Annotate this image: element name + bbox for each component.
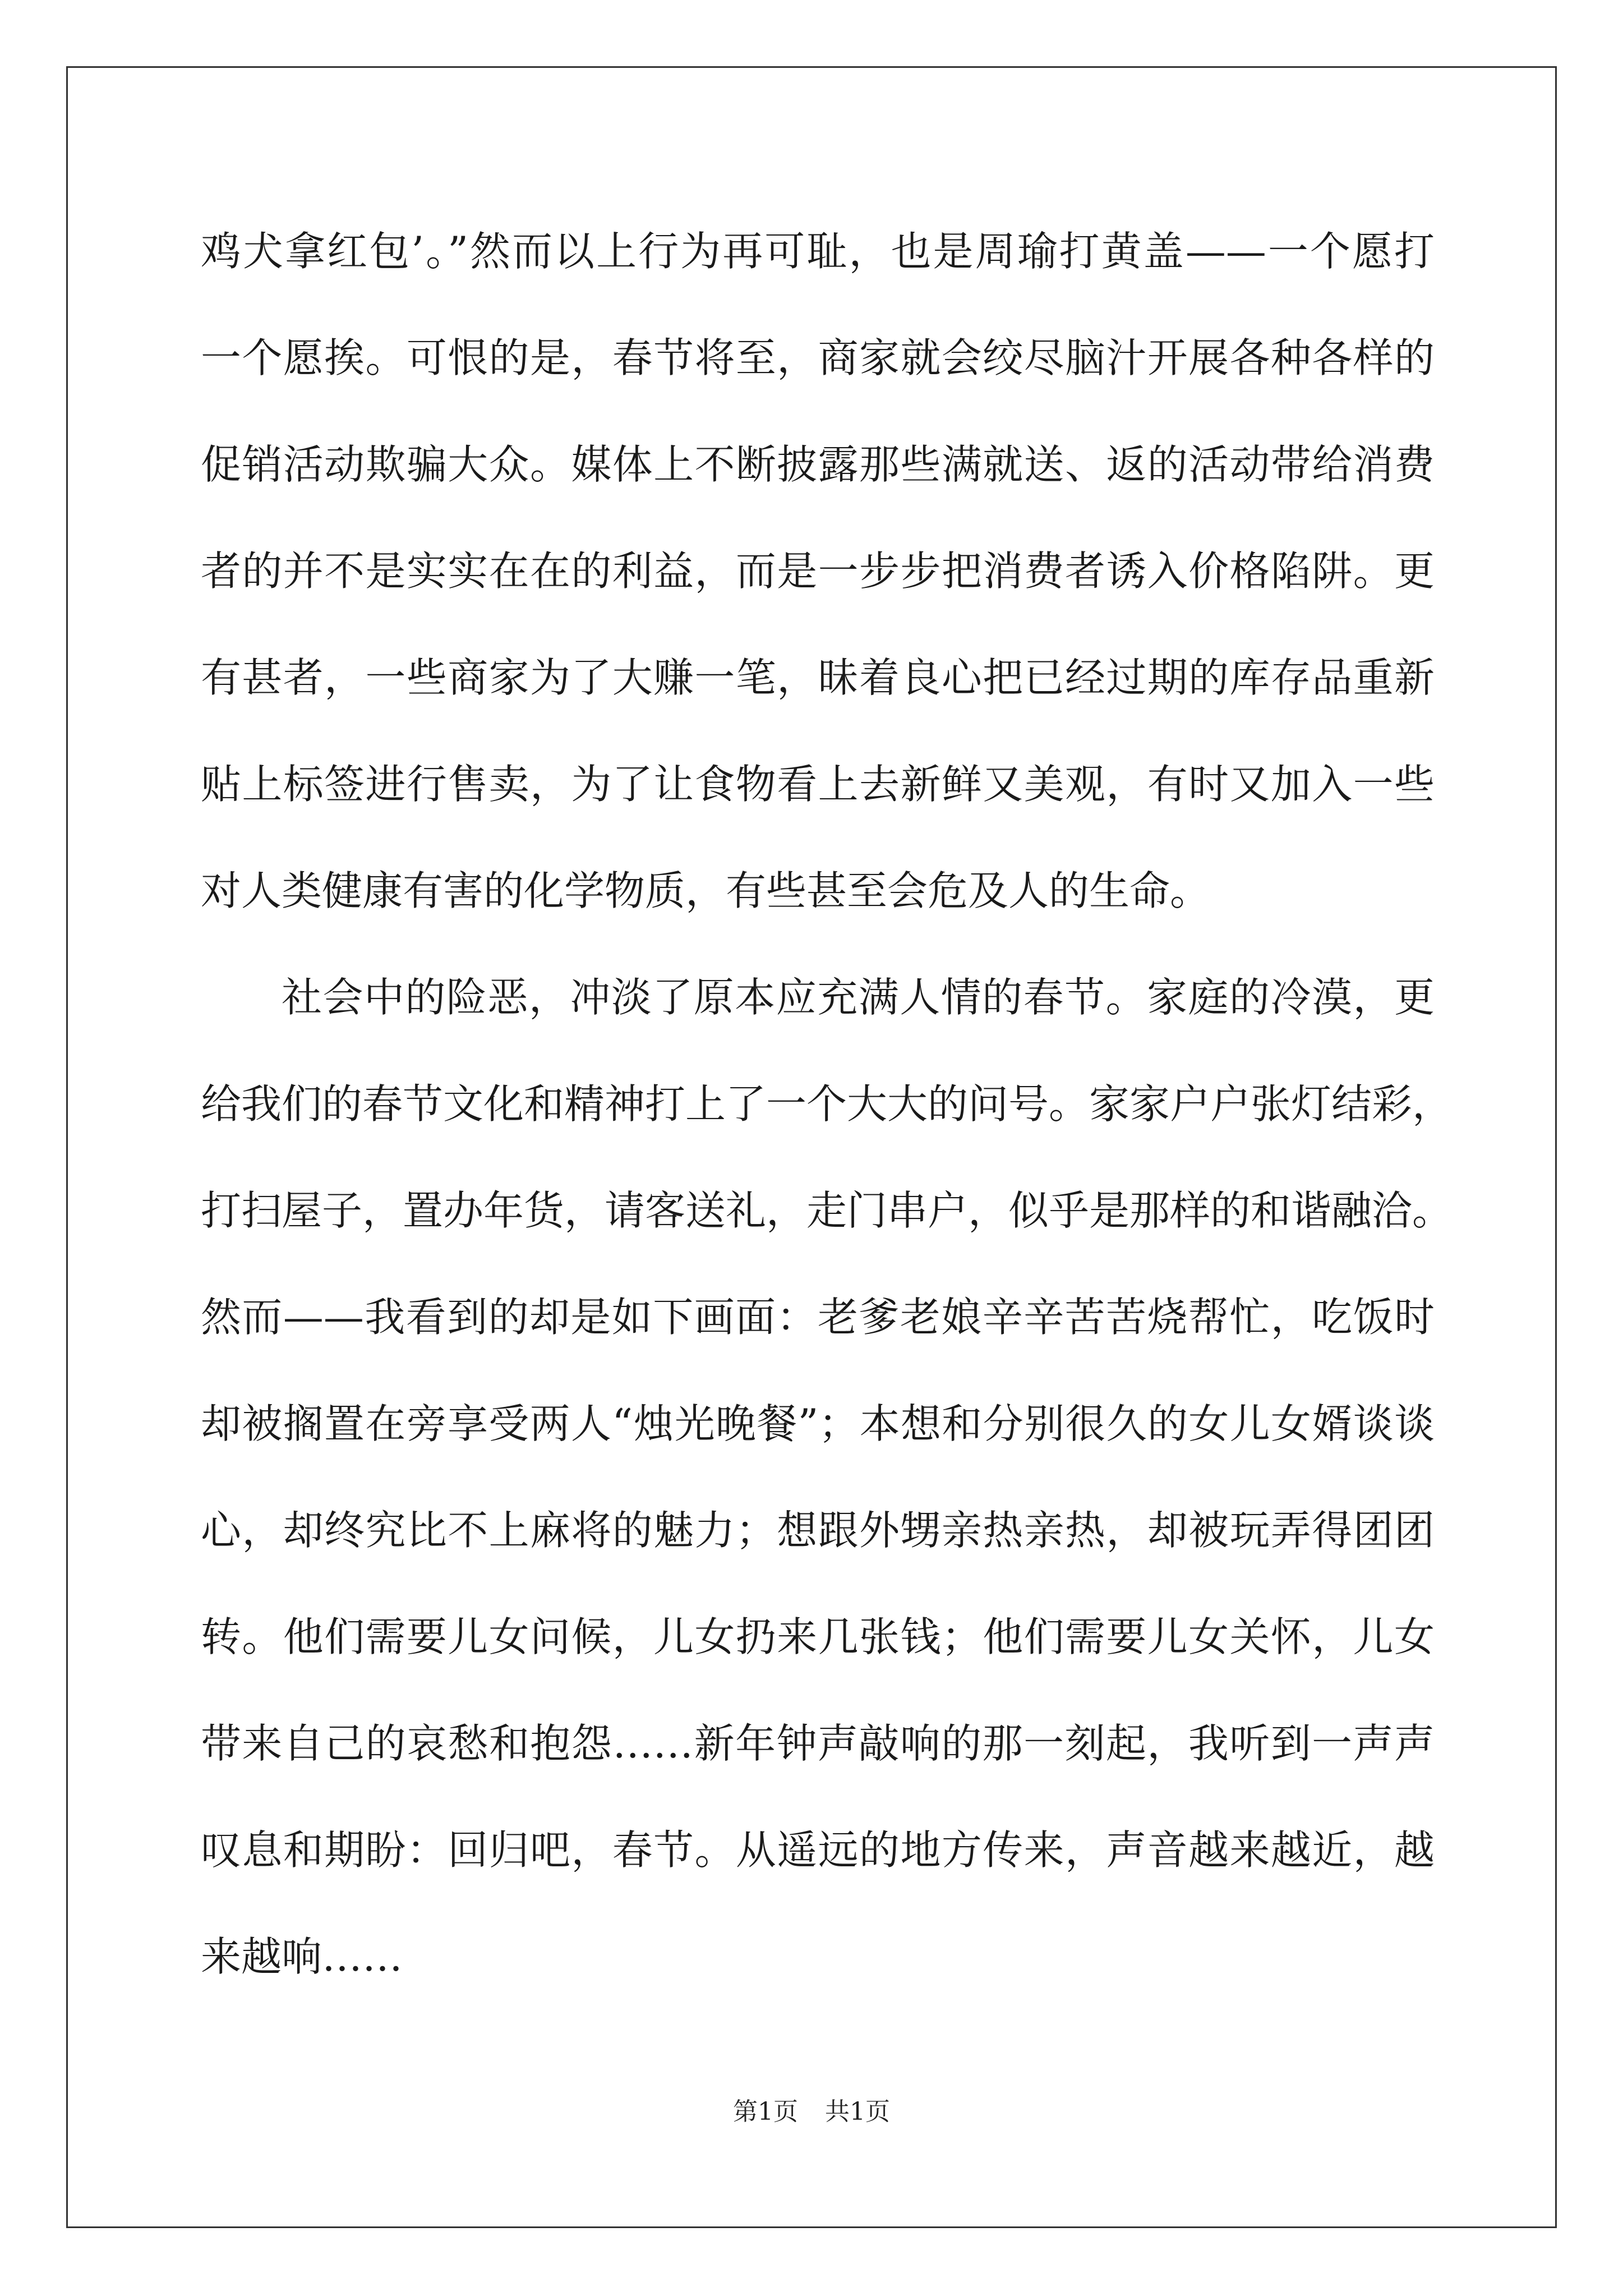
text-line: 打扫屋子，置办年货，请客送礼，走门串户，似乎是那样的和谐融洽。 (201, 1187, 1453, 1234)
text-line: 叹息和期盼：回归吧，春节。从遥远的地方传来，声音越来越近，越 (201, 1826, 1435, 1874)
text-line: 带来自己的哀愁和抱怨……新年钟声敲响的那一刻起，我听到一声声 (201, 1720, 1435, 1767)
page-footer (0, 2095, 1623, 2129)
body-text (201, 198, 1453, 2010)
text-line: 有甚者，一些商家为了大赚一笔，昧着良心把已经过期的库存品重新 (201, 654, 1435, 701)
text-line: 鸡犬拿红包’。”然而以上行为再可耻，也是周瑜打黄盖——一个愿打 (201, 228, 1435, 275)
text-line: 一个愿挨。可恨的是，春节将至，商家就会绞尽脑汁开展各种各样的 (201, 334, 1435, 381)
text-line: 促销活动欺骗大众。媒体上不断披露那些满就送、返的活动带给消费 (201, 441, 1435, 488)
text-line: 者的并不是实实在在的利益，而是一步步把消费者诱入价格陷阱。更 (201, 547, 1435, 595)
text-line: 贴上标签进行售卖，为了让食物看上去新鲜又美观，有时又加入一些 (201, 761, 1435, 808)
text-line: 转。他们需要儿女问候，儿女扔来几张钱；他们需要儿女关怀，儿女 (201, 1613, 1435, 1660)
text-line: 社会中的险恶，冲淡了原本应充满人情的春节。家庭的冷漠，更 (282, 974, 1435, 1021)
text-line: 然而——我看到的却是如下画面：老爹老娘辛辛苦苦烧帮忙，吃饭时 (201, 1294, 1435, 1341)
text-line: 来越响…… (201, 1933, 403, 1980)
page-number-current: 第1页 (733, 2097, 798, 2126)
text-line: 却被搁置在旁享受两人“烛光晚餐”；本想和分别很久的女儿女婿谈谈 (201, 1400, 1435, 1447)
text-line: 心，却终究比不上麻将的魅力；想跟外甥亲热亲热，却被玩弄得团团 (201, 1507, 1435, 1554)
text-line: 给我们的春节文化和精神打上了一个大大的问号。家家户户张灯结彩， (201, 1080, 1453, 1128)
page-number-total: 共1页 (825, 2097, 890, 2126)
text-line: 对人类健康有害的化学物质，有些甚至会危及人的生命。 (201, 867, 1211, 914)
